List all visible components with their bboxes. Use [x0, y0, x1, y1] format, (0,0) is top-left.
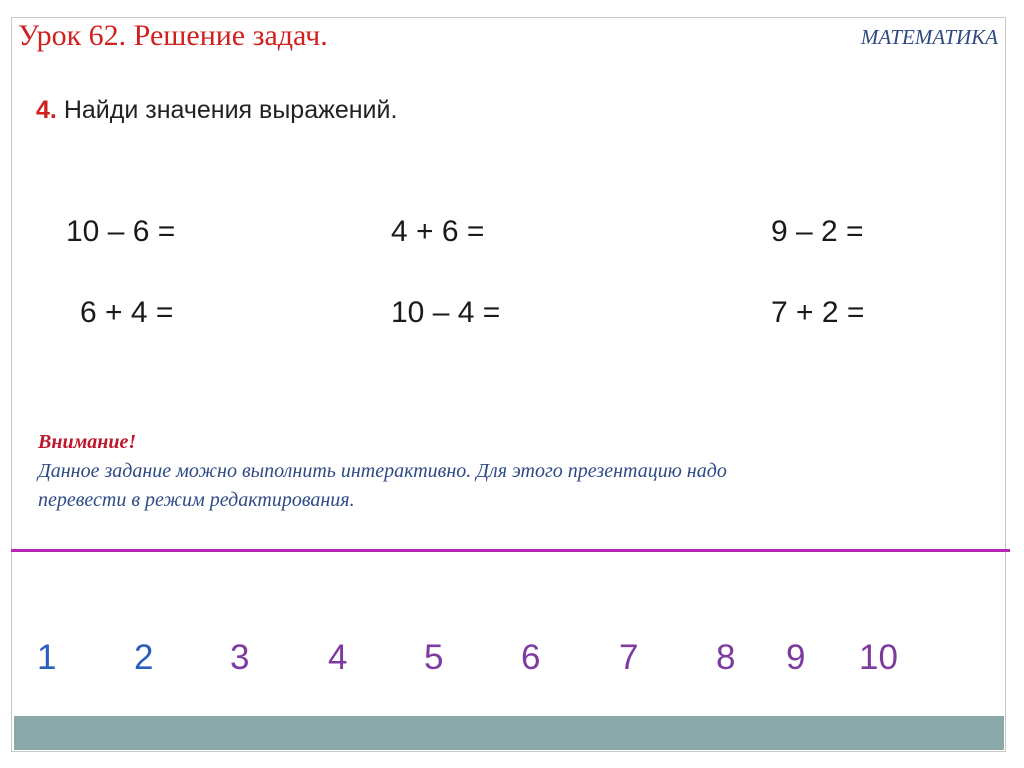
expression-4[interactable]: 6 + 4 = [80, 296, 174, 329]
expression-5[interactable]: 10 – 4 = [391, 296, 501, 329]
number-line [0, 634, 1024, 684]
number-tile-4[interactable]: 4 [328, 638, 348, 677]
number-tile-7[interactable]: 7 [619, 638, 639, 677]
notice [38, 428, 958, 515]
subject-label: МАТЕМАТИКА [860, 25, 998, 49]
number-tile-6[interactable]: 6 [521, 638, 541, 677]
number-tile-8[interactable]: 8 [716, 638, 736, 677]
expression-2[interactable]: 4 + 6 = [391, 215, 485, 248]
notice-line-1: Данное задание можно выполнить интерактивно. Для этого презентацию надо [38, 460, 727, 482]
number-tile-2[interactable]: 2 [134, 638, 154, 677]
expression-6[interactable]: 7 + 2 = [771, 296, 865, 329]
divider-line [11, 549, 1010, 552]
number-tile-1[interactable]: 1 [37, 638, 57, 677]
task-text: Найди значения выражений. [63, 96, 398, 124]
notice-title: Внимание! [38, 431, 137, 453]
expression-3[interactable]: 9 – 2 = [771, 215, 864, 248]
number-tile-9[interactable]: 9 [786, 638, 806, 677]
task-number: 4. [36, 96, 57, 124]
lesson-title: Урок 62. Решение задач. [18, 19, 328, 52]
expression-1[interactable]: 10 – 6 = [66, 215, 176, 248]
notice-line-2: перевести в режим редактирования. [38, 489, 355, 511]
number-tile-5[interactable]: 5 [424, 638, 444, 677]
number-tile-3[interactable]: 3 [230, 638, 250, 677]
number-tile-10[interactable]: 10 [859, 638, 898, 677]
task-heading [36, 93, 397, 127]
footer-bar [14, 716, 1004, 750]
